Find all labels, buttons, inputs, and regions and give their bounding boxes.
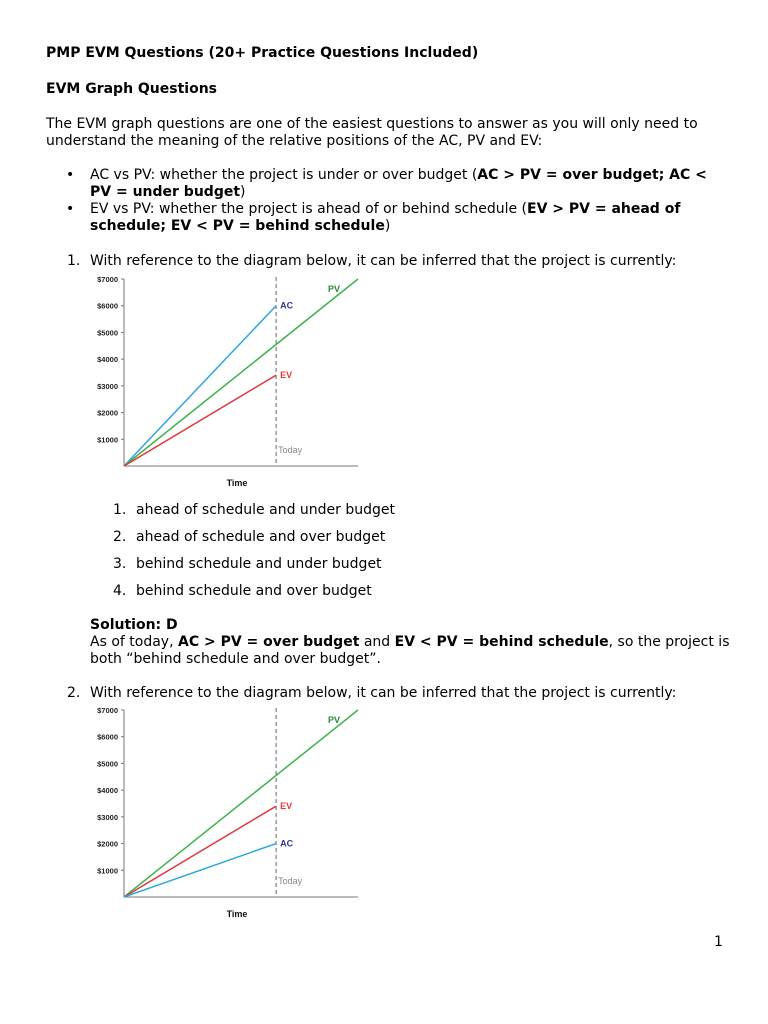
option-1: ahead of schedule and under budget (136, 502, 395, 518)
bullet-1-bold-b: PV = under budget (90, 184, 241, 200)
x-axis-label: Time (226, 478, 248, 488)
y-tick-label: $1000 (97, 435, 118, 445)
solution-bold-b: EV < PV = behind schedule (394, 634, 609, 650)
series-label-pv: PV (328, 284, 341, 294)
y-tick-label: $7000 (97, 275, 118, 284)
series-line-ev (124, 375, 276, 466)
series-label-pv: PV (328, 715, 341, 725)
solution-label: Solution: D (90, 617, 178, 633)
evm-chart-1-svg (88, 272, 378, 494)
y-tick-label: $3000 (97, 812, 118, 822)
bullet-dot: • (66, 201, 75, 217)
bullet-1-plain: AC vs PV: whether the project is under or over budget ( (90, 167, 478, 183)
y-tick-label: $6000 (97, 732, 118, 742)
evm-chart-2-svg (88, 703, 378, 925)
bullet-dot: • (66, 167, 75, 183)
solution-bold-a: AC > PV = over budget (177, 634, 360, 650)
solution-text-a: As of today, (90, 634, 178, 650)
y-tick-label: $5000 (97, 328, 118, 338)
bullet-1-bold-a: AC > PV = over budget; AC < (477, 167, 707, 183)
y-tick-label: $2000 (97, 408, 118, 418)
y-tick-label: $7000 (97, 706, 118, 715)
option-2: ahead of schedule and over budget (136, 529, 386, 545)
y-tick-label: $3000 (97, 381, 118, 391)
today-label: Today (278, 876, 303, 886)
bullet-2-plain: EV vs PV: whether the project is ahead of or behind schedule ( (90, 201, 527, 217)
question-2-text: With reference to the diagram below, it can be inferred that the project is currently: (90, 685, 677, 701)
series-label-ac: AC (280, 838, 294, 849)
y-tick-label: $4000 (97, 355, 118, 365)
option-number: 1. (113, 502, 127, 518)
page-title: PMP EVM Questions (20+ Practice Questions Included) (46, 45, 479, 61)
page-number: 1 (714, 934, 723, 950)
y-tick-label: $5000 (97, 759, 118, 769)
bullet-2-tail: ) (384, 218, 391, 234)
solution-line-2: both “behind schedule and over budget”. (90, 651, 381, 667)
today-label: Today (278, 445, 303, 455)
option-number: 4. (113, 583, 127, 599)
intro-line-2: understand the meaning of the relative positions of the AC, PV and EV: (46, 133, 543, 149)
intro-line-1: The EVM graph questions are one of the easiest questions to answer as you will only need to (46, 116, 698, 132)
series-label-ac: AC (280, 300, 294, 311)
series-label-ev: EV (280, 801, 293, 812)
bullet-1-tail: ) (240, 184, 246, 200)
question-number: 2. (67, 685, 81, 701)
bullet-1-line-1 (90, 167, 707, 184)
y-tick-label: $6000 (97, 301, 118, 311)
solution-line-1 (90, 634, 729, 651)
y-tick-label: $2000 (97, 839, 118, 849)
bullet-1-line-2 (90, 184, 246, 201)
option-number: 2. (113, 529, 127, 545)
series-label-ev: EV (280, 370, 293, 381)
y-tick-label: $4000 (97, 786, 118, 796)
series-line-pv (124, 279, 358, 466)
evm-chart-2 (88, 703, 378, 929)
option-3: behind schedule and under budget (136, 556, 382, 572)
section-heading: EVM Graph Questions (46, 81, 218, 97)
y-tick-label: $1000 (97, 866, 118, 876)
x-axis-label: Time (226, 909, 248, 919)
option-number: 3. (113, 556, 127, 572)
bullet-2-line-2 (90, 218, 390, 235)
bullet-2-bold-b: schedule; EV < PV = behind schedule (90, 218, 385, 234)
question-1-text: With reference to the diagram below, it can be inferred that the project is currently: (90, 253, 677, 269)
option-4: behind schedule and over budget (136, 583, 372, 599)
series-line-ac (124, 306, 276, 466)
bullet-2-bold-a: EV > PV = ahead of (527, 201, 681, 217)
evm-chart-1 (88, 272, 378, 498)
bullet-2-line-1 (90, 201, 680, 218)
solution-text-b: and (359, 634, 395, 650)
solution-text-c: , so the project is (608, 634, 730, 650)
series-line-pv (124, 710, 358, 897)
question-number: 1. (67, 253, 81, 269)
